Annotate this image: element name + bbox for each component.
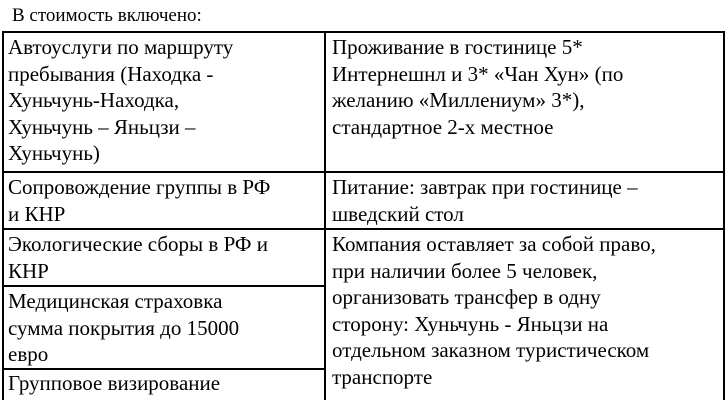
table-right-border bbox=[723, 31, 725, 400]
included-item-transport: Автоуслуги по маршруту пребывания (Находка - Хуньчунь-Находка, Хуньчунь – Яньцзи – Хуньчунь) bbox=[8, 35, 234, 165]
right-row-divider bbox=[324, 171, 725, 173]
included-item-escort: Сопровождение группы в РФ и КНР bbox=[8, 175, 271, 226]
included-item-meals: Питание: завтрак при гостинице – шведский стол bbox=[332, 175, 638, 226]
left-row-divider bbox=[2, 171, 325, 173]
included-item-visa: Групповое визирование bbox=[8, 371, 221, 395]
table-left-border bbox=[2, 31, 4, 400]
left-row-divider bbox=[2, 285, 325, 287]
included-item-insurance: Медицинская страховка сумма покрытия до 15000 евро bbox=[8, 289, 240, 366]
included-item-accommodation: Проживание в гостинице 5* Интернешнл и 3* «Чан Хун» (по желанию «Миллениум» 3*), стандартное 2-х местное bbox=[332, 35, 624, 139]
left-row-divider bbox=[2, 228, 325, 230]
table-column-divider bbox=[324, 31, 326, 400]
right-row-divider bbox=[324, 228, 725, 230]
included-item-eco-fees: Экологические сборы в РФ и КНР bbox=[8, 232, 268, 283]
page-heading: В стоимость включено: bbox=[12, 5, 202, 26]
included-item-transfer-note: Компания оставляет за собой право, при наличии более 5 человек, организовать трансфер в одну сторону: Хуньчунь - Яньцзи на отдельном заказном туристическом транспорте bbox=[332, 232, 656, 389]
table-top-border bbox=[2, 31, 725, 33]
